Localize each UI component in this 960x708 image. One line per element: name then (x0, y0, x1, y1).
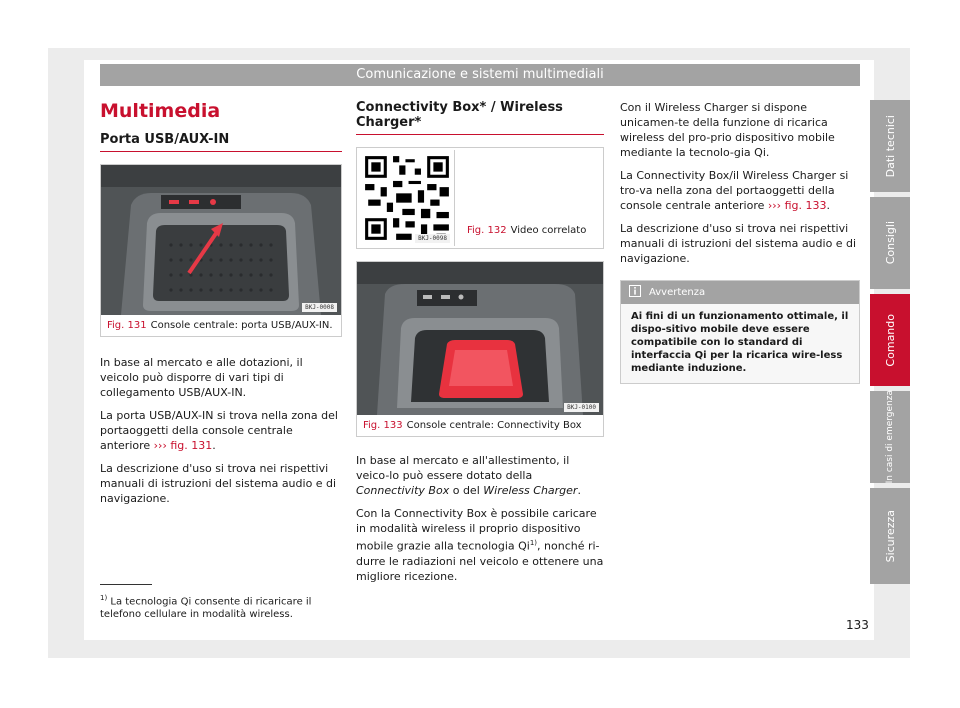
tab-dati-tecnici[interactable] (870, 100, 910, 192)
warning-box (620, 280, 860, 384)
figure-caption-text: Console centrale: Connectivity Box (406, 420, 582, 431)
figure-reference-link[interactable]: ››› fig. 133 (767, 199, 827, 212)
tab-comando[interactable] (870, 294, 910, 386)
figure-133 (356, 261, 604, 437)
figure-131 (100, 164, 342, 337)
warning-title: Avvertenza (649, 287, 706, 298)
warning-body: Ai fini di un funzionamento ottimale, il dispo-sitivo mobile deve essere compatibile con lo standard di interfaccia Qi per la ricarica wire-less mediante induzione. (621, 304, 859, 383)
qr-code[interactable] (359, 150, 455, 246)
figure-caption (357, 415, 603, 436)
figure-132 (356, 147, 604, 249)
tab-in-casi-di-emergenza[interactable] (870, 391, 910, 483)
figure-number: Fig. 131 (107, 320, 147, 331)
paragraph (100, 408, 342, 453)
figure-code: BKJ-0100 (564, 403, 599, 412)
figure-caption (457, 225, 586, 248)
figure-caption-text: Console centrale: porta USB/AUX-IN. (150, 320, 333, 331)
product-name: Connectivity Box (356, 484, 450, 497)
paragraph-text: La porta USB/AUX-IN si trova nella zona del portaoggetti della console centrale anteriore (100, 409, 338, 452)
footnote (100, 592, 345, 621)
info-icon (629, 285, 641, 300)
product-name: Wireless Charger (483, 484, 578, 497)
paragraph-text: o del (452, 484, 480, 497)
connectivity-box-illustration (357, 262, 603, 415)
figure-code: BKJ-0008 (302, 303, 337, 312)
paragraph-text: In base al mercato e all'allestimento, il veico-lo può essere dotato della (356, 454, 570, 482)
subsection-title-connectivity: Connectivity Box* / Wireless Charger* (356, 100, 604, 135)
tab-label: Consigli (883, 221, 897, 265)
column-left (100, 94, 342, 506)
console-usb-photo (101, 165, 341, 315)
footnote-text: La tecnologia Qi consente di ricaricare il telefono cellulare in modalità wireless. (100, 596, 312, 621)
tab-label: Comando (883, 313, 897, 367)
tab-label: In casi di emergenza (885, 390, 895, 484)
paragraph-punctuation: . (212, 439, 216, 452)
paragraph-punctuation: . (826, 199, 830, 212)
footnote-marker[interactable]: 1) (529, 539, 538, 547)
paragraph (356, 506, 604, 584)
figure-code: BKJ-0098 (415, 234, 450, 243)
footnote-marker: 1) (100, 594, 108, 602)
column-middle (356, 94, 604, 584)
paragraph: La descrizione d'uso si trova nei rispettivi manuali di istruzioni del sistema audio e di navigazione. (620, 222, 857, 265)
paragraph: La descrizione d'uso si trova nei rispettivi manuali di istruzioni del sistema audio e di navigazione. (100, 462, 337, 505)
qr-code-icon (362, 153, 452, 243)
footnote-divider (100, 584, 152, 585)
paragraph-punctuation: . (577, 484, 581, 497)
paragraph (356, 453, 604, 498)
page-number: 133 (846, 618, 869, 632)
section-title: Multimedia (100, 100, 221, 122)
paragraph (620, 168, 860, 213)
paragraph: In base al mercato e alle dotazioni, il veicolo può disporre di vari tipi di collegamento USB/AUX-IN. (100, 356, 303, 399)
console-usb-illustration (101, 165, 341, 315)
tab-label: Sicurezza (883, 509, 897, 563)
paragraph-text: La Connectivity Box/il Wireless Charger si tro-va nella zona del portaoggetti della console centrale anteriore (620, 169, 849, 212)
figure-caption-text: Video correlato (510, 225, 587, 236)
figure-caption (101, 315, 341, 336)
figure-number: Fig. 133 (363, 420, 403, 431)
column-right (620, 94, 860, 384)
tab-consigli[interactable] (870, 197, 910, 289)
tab-label: Dati tecnici (883, 114, 897, 178)
paragraph: Con il Wireless Charger si dispone unicamen-te della funzione di ricarica wireless del pro-prio dispositivo mobile mediante la tecnolo-gia Qi. (620, 101, 835, 159)
connectivity-box-photo (357, 262, 603, 415)
chapter-header: Comunicazione e sistemi multimediali (100, 64, 860, 86)
tab-sicurezza[interactable] (870, 488, 910, 584)
paragraph-text: Con la Connectivity Box è possibile caricare in modalità wireless il proprio dispositivo mobile grazie alla tecnologia Qi (356, 507, 597, 553)
figure-number: Fig. 132 (467, 225, 507, 236)
subsection-title-usb: Porta USB/AUX-IN (100, 132, 342, 152)
figure-reference-link[interactable]: ››› fig. 131 (153, 439, 213, 452)
warning-header (621, 281, 859, 304)
paragraph-text: , nonché ri-durre le radiazioni nel veicolo e ottenere una migliore ricezione. (356, 539, 604, 583)
